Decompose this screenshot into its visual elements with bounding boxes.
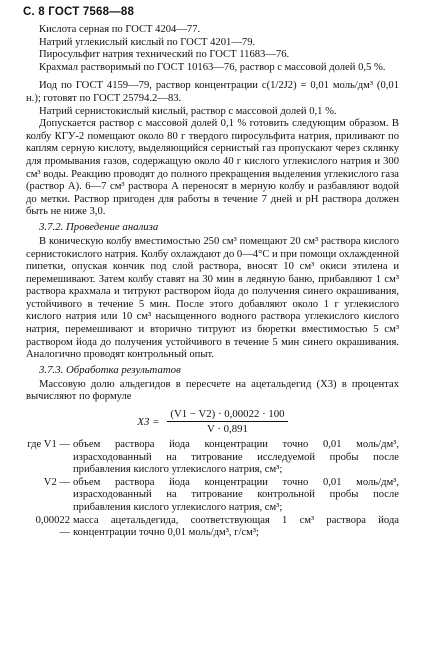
formula-numerator: (V1 − V2) · 0,00022 · 100 <box>167 408 287 422</box>
definition-text: объем раствора йода концентрации точно 0,01 моль/дм³, израсходованный на титрование контрольной пробы после прибавления кислого углекислого натрия, см³; <box>73 476 399 513</box>
definition-symbol: 0,00022 — <box>35 514 70 539</box>
definition-item <box>26 477 399 515</box>
definition-text: объем раствора йода концентрации точно 0,01 моль/дм³, израсходованный на титрование исследуемой пробы после прибавления кислого углекислого натрия, см³; <box>73 439 399 476</box>
analysis-paragraph: В коническую колбу вместимостью 250 см³ помещают 20 см³ раствора кислого сернистокислого натрия. Колбу охлаждают до 0—4°С и при помощи охлажденной пипетки, опуская кончик под слой раствора, вносят 10 см³ окиси этилена и перемешивают. Затем колбу ставят на 30 мин в ледяную баню, прибавляют 1 см³ раствора крахмала и титруют раствором йода до получения синего окрашивания, устойчивого в течение 5 мин. После этого добавляют около 1 г углекислого кислого натрия или 10 см³ насыщенного водного раствора углекислого кислого натрия, перемешивают и вторично титруют из бюретки вместимостью 5 см³ раствором йода до получения устойчивого в течение 5 мин синего окрашивания. Аналогично проводят контрольный опыт. <box>26 235 399 361</box>
definition-symbol: V2 — <box>43 476 70 488</box>
formula <box>26 408 399 435</box>
reagent-item: Пиросульфит натрия технический по ГОСТ 11683—76. <box>39 49 290 61</box>
formula-lhs: X3 = <box>137 415 160 428</box>
results-intro: Массовую долю альдегидов в пересчете на ацетальдегид (X3) в процентах вычисляют по формуле <box>26 378 399 403</box>
definition-symbol: где V1 — <box>27 439 70 451</box>
formula-fraction <box>167 408 287 435</box>
reagent-item: Крахмал растворимый по ГОСТ 10163—76, раствор с массовой долей 0,5 %. <box>39 61 386 73</box>
formula-denominator: V · 0,891 <box>207 423 248 436</box>
section-heading-results: 3.7.3. Обработка результатов <box>39 363 181 376</box>
reagent-item: Натрий углекислый кислый по ГОСТ 4201—79. <box>39 36 256 48</box>
page-header: С. 8 ГОСТ 7568—88 <box>23 6 135 18</box>
definitions-list <box>26 439 399 540</box>
section-heading-analysis: 3.7.2. Проведение анализа <box>39 220 159 233</box>
definition-item <box>26 515 399 540</box>
preparation-paragraph: Допускается раствор с массовой долей 0,1 % готовить следующим образом. В колбу КГУ-2 помещают около 80 г твердого пиросульфита натрия, приливают по каплям серную кислоту, выделяющийся сернистый газ пропускают через склянку для промывания газов, содержащую около 40 г кислого углекислого натрия и 300 см³ воды. Реакцию проводят до полного прекращения выделения углекислого газа (раствор А). 6—7 см³ раствора А переносят в мерную колбу и разбавляют водой до метки. Раствор пригоден для работы в течение 7 дней и pH раствора должен быть не ниже 3,0. <box>26 118 399 218</box>
definition-text: масса ацетальдегида, соответствующая 1 см³ раствора йода концентрации точно 0,01 моль/дм³, г/см³; <box>73 514 399 539</box>
definition-item <box>26 439 399 477</box>
reagent-item: Кислота серная по ГОСТ 4204—77. <box>39 24 201 35</box>
thiosulfate-paragraph: Натрий сернистокислый кислый, раствор с массовой долей 0,1 %. <box>39 105 337 117</box>
iodine-paragraph: Иод по ГОСТ 4159—79, раствор концентрации c(1/2J2) = 0,01 моль/дм³ (0,01 н.); готовят по ГОСТ 25794.2—83. <box>26 80 399 104</box>
